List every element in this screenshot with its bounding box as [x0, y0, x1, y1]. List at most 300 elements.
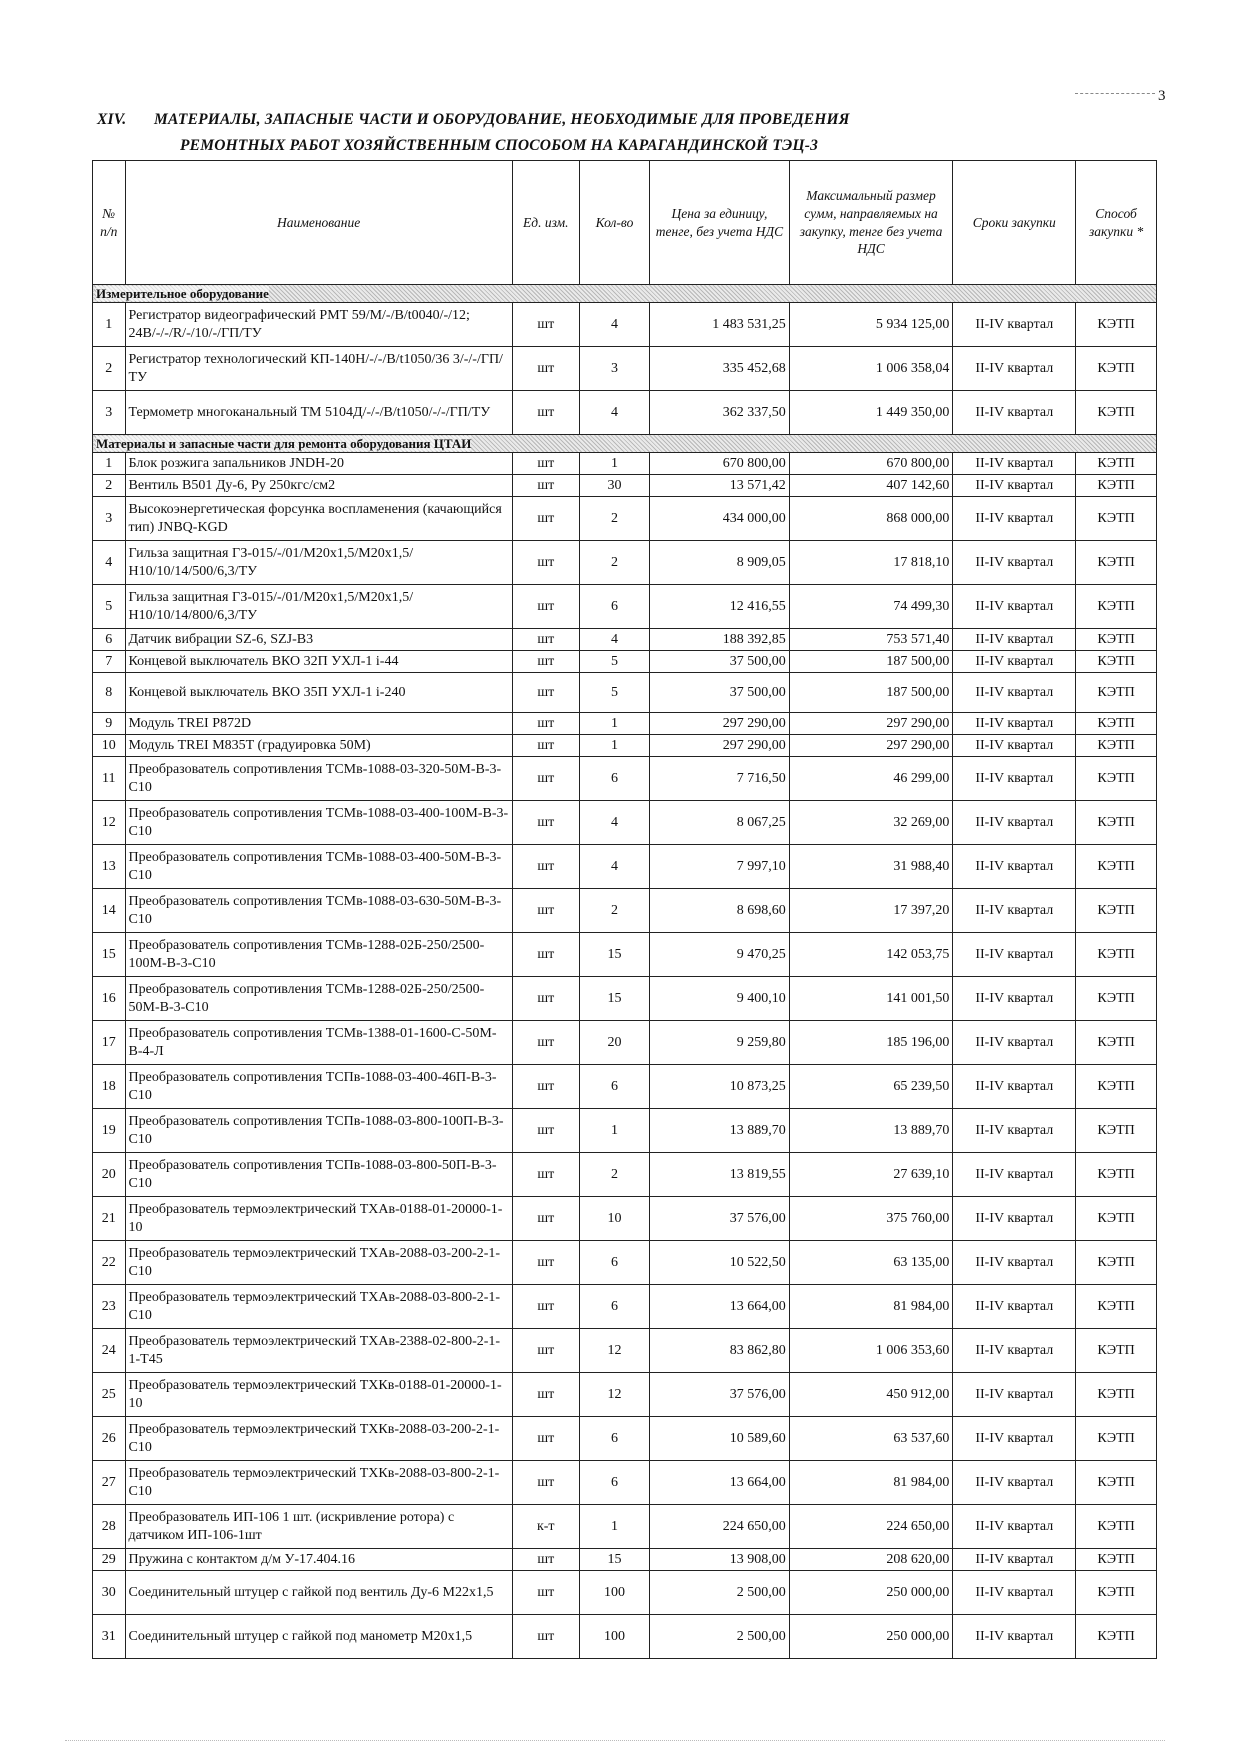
- cell-method: КЭТП: [1076, 1615, 1157, 1659]
- table-row: [93, 1549, 1157, 1571]
- cell-unit: шт: [512, 1109, 579, 1153]
- table-row: [93, 1505, 1157, 1549]
- cell-name: Модуль TREI M835T (градуировка 50М): [125, 735, 512, 757]
- cell-qty: 4: [579, 303, 649, 347]
- cell-method: КЭТП: [1076, 453, 1157, 475]
- cell-unit: шт: [512, 933, 579, 977]
- cell-price: 10 522,50: [650, 1241, 790, 1285]
- cell-qty: 6: [579, 1461, 649, 1505]
- cell-name: Преобразователь сопротивления ТСМв-1288-02Б-250/2500-50М-В-3-С10: [125, 977, 512, 1021]
- cell-unit: шт: [512, 757, 579, 801]
- cell-sum: 208 620,00: [789, 1549, 953, 1571]
- cell-price: 10 873,25: [650, 1065, 790, 1109]
- cell-sum: 297 290,00: [789, 713, 953, 735]
- cell-unit: шт: [512, 1615, 579, 1659]
- table-row: [93, 541, 1157, 585]
- cell-sum: 65 239,50: [789, 1065, 953, 1109]
- cell-name: Регистратор видеографический РМТ 59/М/-/В/t0040/-/12; 24В/-/-/R/-/10/-/ГП/ТУ: [125, 303, 512, 347]
- cell-method: КЭТП: [1076, 1021, 1157, 1065]
- cell-sum: 375 760,00: [789, 1197, 953, 1241]
- footer-rule: [65, 1740, 1165, 1741]
- cell-num: 15: [93, 933, 126, 977]
- cell-term: II-IV квартал: [953, 1065, 1076, 1109]
- cell-price: 37 500,00: [650, 651, 790, 673]
- cell-qty: 6: [579, 757, 649, 801]
- table-row: [93, 1153, 1157, 1197]
- section-title-text: Материалы и запасные части для ремонта оборудования ЦТАИ: [96, 435, 472, 451]
- cell-term: II-IV квартал: [953, 1197, 1076, 1241]
- cell-unit: шт: [512, 1241, 579, 1285]
- cell-qty: 15: [579, 933, 649, 977]
- cell-price: 9 400,10: [650, 977, 790, 1021]
- cell-term: II-IV квартал: [953, 1021, 1076, 1065]
- cell-num: 5: [93, 585, 126, 629]
- cell-term: II-IV квартал: [953, 1153, 1076, 1197]
- cell-price: 13 664,00: [650, 1461, 790, 1505]
- cell-num: 7: [93, 651, 126, 673]
- cell-term: II-IV квартал: [953, 1373, 1076, 1417]
- col-header-num: № п/п: [93, 161, 126, 285]
- cell-method: КЭТП: [1076, 1153, 1157, 1197]
- cell-qty: 1: [579, 1109, 649, 1153]
- cell-price: 7 997,10: [650, 845, 790, 889]
- cell-term: II-IV квартал: [953, 757, 1076, 801]
- page-number: 3: [1158, 88, 1166, 104]
- table-row: [93, 1285, 1157, 1329]
- cell-qty: 100: [579, 1615, 649, 1659]
- cell-qty: 6: [579, 1417, 649, 1461]
- cell-method: КЭТП: [1076, 713, 1157, 735]
- cell-sum: 142 053,75: [789, 933, 953, 977]
- cell-price: 13 908,00: [650, 1549, 790, 1571]
- cell-price: 1 483 531,25: [650, 303, 790, 347]
- cell-unit: шт: [512, 1065, 579, 1109]
- cell-term: II-IV квартал: [953, 1461, 1076, 1505]
- cell-method: КЭТП: [1076, 801, 1157, 845]
- cell-sum: 63 537,60: [789, 1417, 953, 1461]
- cell-num: 30: [93, 1571, 126, 1615]
- cell-price: 9 470,25: [650, 933, 790, 977]
- cell-price: 13 819,55: [650, 1153, 790, 1197]
- cell-term: II-IV квартал: [953, 347, 1076, 391]
- table-row: [93, 757, 1157, 801]
- section-title-text: Измерительное оборудование: [96, 285, 269, 301]
- heading-line-1: МАТЕРИАЛЫ, ЗАПАСНЫЕ ЧАСТИ И ОБОРУДОВАНИЕ, НЕОБХОДИМЫЕ ДЛЯ ПРОВЕДЕНИЯ: [154, 111, 850, 128]
- cell-num: 22: [93, 1241, 126, 1285]
- cell-method: КЭТП: [1076, 1285, 1157, 1329]
- cell-method: КЭТП: [1076, 757, 1157, 801]
- cell-term: II-IV квартал: [953, 1329, 1076, 1373]
- cell-qty: 12: [579, 1329, 649, 1373]
- cell-term: II-IV квартал: [953, 1241, 1076, 1285]
- cell-term: II-IV квартал: [953, 541, 1076, 585]
- cell-name: Преобразователь сопротивления ТСПв-1088-03-400-46П-В-3-С10: [125, 1065, 512, 1109]
- cell-unit: шт: [512, 801, 579, 845]
- cell-term: II-IV квартал: [953, 1505, 1076, 1549]
- table-row: [93, 303, 1157, 347]
- cell-unit: шт: [512, 391, 579, 435]
- heading-line-2: РЕМОНТНЫХ РАБОТ ХОЗЯЙСТВЕННЫМ СПОСОБОМ НА КАРАГАНДИНСКОЙ ТЭЦ-3: [180, 137, 819, 154]
- cell-num: 9: [93, 713, 126, 735]
- cell-sum: 868 000,00: [789, 497, 953, 541]
- cell-method: КЭТП: [1076, 1329, 1157, 1373]
- cell-num: 26: [93, 1417, 126, 1461]
- header-rule: [1075, 93, 1155, 94]
- cell-sum: 1 006 353,60: [789, 1329, 953, 1373]
- table-row: [93, 347, 1157, 391]
- cell-price: 83 862,80: [650, 1329, 790, 1373]
- cell-qty: 6: [579, 585, 649, 629]
- cell-price: 362 337,50: [650, 391, 790, 435]
- cell-name: Преобразователь сопротивления ТСМв-1088-03-320-50М-В-3-С10: [125, 757, 512, 801]
- cell-method: КЭТП: [1076, 977, 1157, 1021]
- cell-name: Модуль TREI P872D: [125, 713, 512, 735]
- cell-sum: 407 142,60: [789, 475, 953, 497]
- cell-method: КЭТП: [1076, 347, 1157, 391]
- cell-price: 7 716,50: [650, 757, 790, 801]
- cell-name: Соединительный штуцер с гайкой под вентиль Ду-6 М22х1,5: [125, 1571, 512, 1615]
- materials-table: [92, 160, 1157, 1659]
- cell-num: 2: [93, 347, 126, 391]
- cell-price: 13 889,70: [650, 1109, 790, 1153]
- col-header-qty: Кол-во: [579, 161, 649, 285]
- cell-num: 3: [93, 497, 126, 541]
- cell-price: 335 452,68: [650, 347, 790, 391]
- cell-method: КЭТП: [1076, 1109, 1157, 1153]
- cell-name: Преобразователь термоэлектрический ТХАв-2088-03-200-2-1-С10: [125, 1241, 512, 1285]
- cell-method: КЭТП: [1076, 1065, 1157, 1109]
- table-row: [93, 673, 1157, 713]
- cell-name: Преобразователь сопротивления ТСМв-1088-03-400-100М-В-3-С10: [125, 801, 512, 845]
- cell-name: Преобразователь термоэлектрический ТХКв-0188-01-20000-1-10: [125, 1373, 512, 1417]
- cell-method: КЭТП: [1076, 1241, 1157, 1285]
- table-row: [93, 629, 1157, 651]
- cell-qty: 5: [579, 673, 649, 713]
- table-row: [93, 585, 1157, 629]
- cell-qty: 4: [579, 629, 649, 651]
- table-row: [93, 735, 1157, 757]
- cell-sum: 32 269,00: [789, 801, 953, 845]
- table-row: [93, 1615, 1157, 1659]
- cell-qty: 2: [579, 1153, 649, 1197]
- cell-term: II-IV квартал: [953, 1109, 1076, 1153]
- cell-price: 10 589,60: [650, 1417, 790, 1461]
- cell-method: КЭТП: [1076, 1549, 1157, 1571]
- cell-term: II-IV квартал: [953, 651, 1076, 673]
- table-row: [93, 845, 1157, 889]
- cell-method: КЭТП: [1076, 1373, 1157, 1417]
- cell-method: КЭТП: [1076, 673, 1157, 713]
- cell-term: II-IV квартал: [953, 303, 1076, 347]
- cell-qty: 6: [579, 1065, 649, 1109]
- cell-sum: 753 571,40: [789, 629, 953, 651]
- cell-name: Преобразователь сопротивления ТСМв-1388-01-1600-С-50М-В-4-Л: [125, 1021, 512, 1065]
- cell-num: 27: [93, 1461, 126, 1505]
- cell-method: КЭТП: [1076, 1571, 1157, 1615]
- cell-sum: 13 889,70: [789, 1109, 953, 1153]
- cell-sum: 187 500,00: [789, 651, 953, 673]
- cell-unit: шт: [512, 1285, 579, 1329]
- cell-sum: 185 196,00: [789, 1021, 953, 1065]
- cell-unit: шт: [512, 977, 579, 1021]
- table-row: [93, 651, 1157, 673]
- cell-term: II-IV квартал: [953, 735, 1076, 757]
- cell-method: КЭТП: [1076, 629, 1157, 651]
- col-header-term: Сроки закупки: [953, 161, 1076, 285]
- cell-name: Концевой выключатель ВКО 32П УХЛ-1 i-44: [125, 651, 512, 673]
- cell-term: II-IV квартал: [953, 713, 1076, 735]
- cell-sum: 63 135,00: [789, 1241, 953, 1285]
- cell-term: II-IV квартал: [953, 1549, 1076, 1571]
- cell-name: Соединительный штуцер с гайкой под манометр М20х1,5: [125, 1615, 512, 1659]
- cell-name: Высокоэнергетическая форсунка воспламенения (качающийся тип) JNBQ-KGD: [125, 497, 512, 541]
- cell-qty: 15: [579, 1549, 649, 1571]
- cell-sum: 81 984,00: [789, 1285, 953, 1329]
- cell-name: Концевой выключатель ВКО 35П УХЛ-1 i-240: [125, 673, 512, 713]
- col-header-sum: Максимальный размер сумм, направляемых на закупку, тенге без учета НДС: [789, 161, 953, 285]
- cell-method: КЭТП: [1076, 585, 1157, 629]
- cell-unit: шт: [512, 1549, 579, 1571]
- cell-sum: 250 000,00: [789, 1615, 953, 1659]
- cell-term: II-IV квартал: [953, 845, 1076, 889]
- cell-method: КЭТП: [1076, 1417, 1157, 1461]
- cell-name: Гильза защитная ГЗ-015/-/01/М20х1,5/М20х1,5/Н10/10/14/500/6,3/ТУ: [125, 541, 512, 585]
- cell-sum: 250 000,00: [789, 1571, 953, 1615]
- cell-method: КЭТП: [1076, 1461, 1157, 1505]
- cell-name: Преобразователь термоэлектрический ТХАв-2088-03-800-2-1-С10: [125, 1285, 512, 1329]
- cell-method: КЭТП: [1076, 1505, 1157, 1549]
- section-title: [93, 285, 1157, 303]
- table-row: [93, 889, 1157, 933]
- cell-num: 24: [93, 1329, 126, 1373]
- cell-unit: шт: [512, 1021, 579, 1065]
- cell-sum: 224 650,00: [789, 1505, 953, 1549]
- cell-name: Гильза защитная ГЗ-015/-/01/М20х1,5/М20х1,5/Н10/10/14/800/6,3/ТУ: [125, 585, 512, 629]
- cell-price: 2 500,00: [650, 1571, 790, 1615]
- cell-price: 434 000,00: [650, 497, 790, 541]
- cell-sum: 5 934 125,00: [789, 303, 953, 347]
- cell-qty: 6: [579, 1285, 649, 1329]
- cell-unit: шт: [512, 735, 579, 757]
- cell-name: Блок розжига запальников JNDH-20: [125, 453, 512, 475]
- cell-num: 31: [93, 1615, 126, 1659]
- cell-price: 8 698,60: [650, 889, 790, 933]
- cell-name: Преобразователь сопротивления ТСМв-1088-03-630-50М-В-3-С10: [125, 889, 512, 933]
- cell-num: 14: [93, 889, 126, 933]
- cell-price: 13 571,42: [650, 475, 790, 497]
- cell-method: КЭТП: [1076, 651, 1157, 673]
- cell-unit: шт: [512, 497, 579, 541]
- cell-name: Преобразователь сопротивления ТСПв-1088-03-800-50П-В-3-С10: [125, 1153, 512, 1197]
- cell-method: КЭТП: [1076, 475, 1157, 497]
- cell-unit: шт: [512, 845, 579, 889]
- cell-name: Преобразователь ИП-106 1 шт. (искривление ротора) с датчиком ИП-106-1шт: [125, 1505, 512, 1549]
- table-row: [93, 1373, 1157, 1417]
- cell-price: 2 500,00: [650, 1615, 790, 1659]
- cell-unit: шт: [512, 1153, 579, 1197]
- cell-price: 37 500,00: [650, 673, 790, 713]
- table-row: [93, 1021, 1157, 1065]
- cell-name: Преобразователь сопротивления ТСМв-1288-02Б-250/2500-100М-В-3-С10: [125, 933, 512, 977]
- cell-price: 188 392,85: [650, 629, 790, 651]
- cell-term: II-IV квартал: [953, 629, 1076, 651]
- cell-name: Термометр многоканальный ТМ 5104Д/-/-/В/t1050/-/-/ГП/ТУ: [125, 391, 512, 435]
- cell-name: Преобразователь термоэлектрический ТХКв-2088-03-200-2-1-С10: [125, 1417, 512, 1461]
- cell-num: 29: [93, 1549, 126, 1571]
- table-row: [93, 1197, 1157, 1241]
- cell-qty: 100: [579, 1571, 649, 1615]
- table-row: [93, 933, 1157, 977]
- cell-num: 2: [93, 475, 126, 497]
- cell-price: 37 576,00: [650, 1373, 790, 1417]
- table-row: [93, 497, 1157, 541]
- cell-term: II-IV квартал: [953, 977, 1076, 1021]
- cell-num: 3: [93, 391, 126, 435]
- cell-qty: 5: [579, 651, 649, 673]
- cell-method: КЭТП: [1076, 735, 1157, 757]
- col-header-unit: Ед. изм.: [512, 161, 579, 285]
- cell-unit: шт: [512, 475, 579, 497]
- cell-term: II-IV квартал: [953, 1285, 1076, 1329]
- cell-unit: шт: [512, 1197, 579, 1241]
- cell-sum: 27 639,10: [789, 1153, 953, 1197]
- table-row: [93, 713, 1157, 735]
- cell-term: II-IV квартал: [953, 453, 1076, 475]
- cell-qty: 20: [579, 1021, 649, 1065]
- cell-method: КЭТП: [1076, 303, 1157, 347]
- table-row: [93, 1329, 1157, 1373]
- table-row: [93, 1065, 1157, 1109]
- cell-num: 25: [93, 1373, 126, 1417]
- cell-name: Пружина с контактом д/м У-17.404.16: [125, 1549, 512, 1571]
- cell-unit: шт: [512, 585, 579, 629]
- cell-unit: шт: [512, 1373, 579, 1417]
- cell-unit: шт: [512, 713, 579, 735]
- col-header-name: Наименование: [125, 161, 512, 285]
- cell-unit: шт: [512, 1461, 579, 1505]
- cell-num: 18: [93, 1065, 126, 1109]
- cell-unit: шт: [512, 1571, 579, 1615]
- table-row: [93, 391, 1157, 435]
- cell-qty: 4: [579, 391, 649, 435]
- table-row: [93, 1461, 1157, 1505]
- cell-term: II-IV квартал: [953, 801, 1076, 845]
- cell-price: 224 650,00: [650, 1505, 790, 1549]
- cell-term: II-IV квартал: [953, 585, 1076, 629]
- table-row: [93, 1571, 1157, 1615]
- cell-qty: 1: [579, 713, 649, 735]
- cell-unit: к-т: [512, 1505, 579, 1549]
- cell-qty: 2: [579, 541, 649, 585]
- cell-num: 10: [93, 735, 126, 757]
- cell-unit: шт: [512, 1417, 579, 1461]
- cell-method: КЭТП: [1076, 1197, 1157, 1241]
- cell-method: КЭТП: [1076, 845, 1157, 889]
- cell-sum: 450 912,00: [789, 1373, 953, 1417]
- cell-name: Регистратор технологический КП-140Н/-/-/В/t1050/36 3/-/-/ГП/ТУ: [125, 347, 512, 391]
- cell-unit: шт: [512, 347, 579, 391]
- cell-term: II-IV квартал: [953, 1571, 1076, 1615]
- cell-qty: 15: [579, 977, 649, 1021]
- cell-num: 13: [93, 845, 126, 889]
- cell-method: КЭТП: [1076, 933, 1157, 977]
- cell-sum: 141 001,50: [789, 977, 953, 1021]
- cell-unit: шт: [512, 541, 579, 585]
- cell-unit: шт: [512, 1329, 579, 1373]
- cell-price: 8 909,05: [650, 541, 790, 585]
- cell-name: Датчик вибрации SZ-6, SZJ-B3: [125, 629, 512, 651]
- cell-method: КЭТП: [1076, 497, 1157, 541]
- cell-qty: 10: [579, 1197, 649, 1241]
- table-header-row: [93, 161, 1157, 285]
- cell-sum: 1 006 358,04: [789, 347, 953, 391]
- cell-num: 20: [93, 1153, 126, 1197]
- cell-term: II-IV квартал: [953, 391, 1076, 435]
- cell-price: 9 259,80: [650, 1021, 790, 1065]
- cell-sum: 74 499,30: [789, 585, 953, 629]
- cell-sum: 670 800,00: [789, 453, 953, 475]
- cell-term: II-IV квартал: [953, 933, 1076, 977]
- cell-term: II-IV квартал: [953, 475, 1076, 497]
- cell-qty: 3: [579, 347, 649, 391]
- cell-price: 37 576,00: [650, 1197, 790, 1241]
- cell-num: 11: [93, 757, 126, 801]
- cell-qty: 4: [579, 845, 649, 889]
- section-row: [93, 435, 1157, 453]
- cell-num: 17: [93, 1021, 126, 1065]
- cell-num: 1: [93, 453, 126, 475]
- section-title: [93, 435, 1157, 453]
- cell-unit: шт: [512, 303, 579, 347]
- cell-qty: 4: [579, 801, 649, 845]
- cell-sum: 46 299,00: [789, 757, 953, 801]
- cell-name: Преобразователь сопротивления ТСПв-1088-03-800-100П-В-3-С10: [125, 1109, 512, 1153]
- cell-name: Вентиль В501 Ду-6, Ру 250кгс/см2: [125, 475, 512, 497]
- cell-term: II-IV квартал: [953, 1417, 1076, 1461]
- section-row: [93, 285, 1157, 303]
- cell-term: II-IV квартал: [953, 889, 1076, 933]
- cell-qty: 1: [579, 453, 649, 475]
- cell-name: Преобразователь термоэлектрический ТХАв-0188-01-20000-1-10: [125, 1197, 512, 1241]
- table-body: [93, 285, 1157, 1659]
- cell-method: КЭТП: [1076, 889, 1157, 933]
- cell-num: 28: [93, 1505, 126, 1549]
- cell-price: 12 416,55: [650, 585, 790, 629]
- cell-sum: 81 984,00: [789, 1461, 953, 1505]
- cell-unit: шт: [512, 453, 579, 475]
- cell-price: 8 067,25: [650, 801, 790, 845]
- cell-qty: 30: [579, 475, 649, 497]
- cell-num: 6: [93, 629, 126, 651]
- cell-num: 16: [93, 977, 126, 1021]
- cell-unit: шт: [512, 673, 579, 713]
- cell-sum: 1 449 350,00: [789, 391, 953, 435]
- cell-name: Преобразователь сопротивления ТСМв-1088-03-400-50М-В-3-С10: [125, 845, 512, 889]
- cell-qty: 2: [579, 889, 649, 933]
- cell-num: 8: [93, 673, 126, 713]
- cell-method: КЭТП: [1076, 391, 1157, 435]
- cell-qty: 1: [579, 1505, 649, 1549]
- cell-num: 21: [93, 1197, 126, 1241]
- cell-num: 19: [93, 1109, 126, 1153]
- col-header-price: Цена за единицу, тенге, без учета НДС: [650, 161, 790, 285]
- cell-term: II-IV квартал: [953, 673, 1076, 713]
- cell-unit: шт: [512, 651, 579, 673]
- cell-price: 297 290,00: [650, 713, 790, 735]
- table-row: [93, 977, 1157, 1021]
- cell-price: 13 664,00: [650, 1285, 790, 1329]
- cell-name: Преобразователь термоэлектрический ТХКв-2088-03-800-2-1-С10: [125, 1461, 512, 1505]
